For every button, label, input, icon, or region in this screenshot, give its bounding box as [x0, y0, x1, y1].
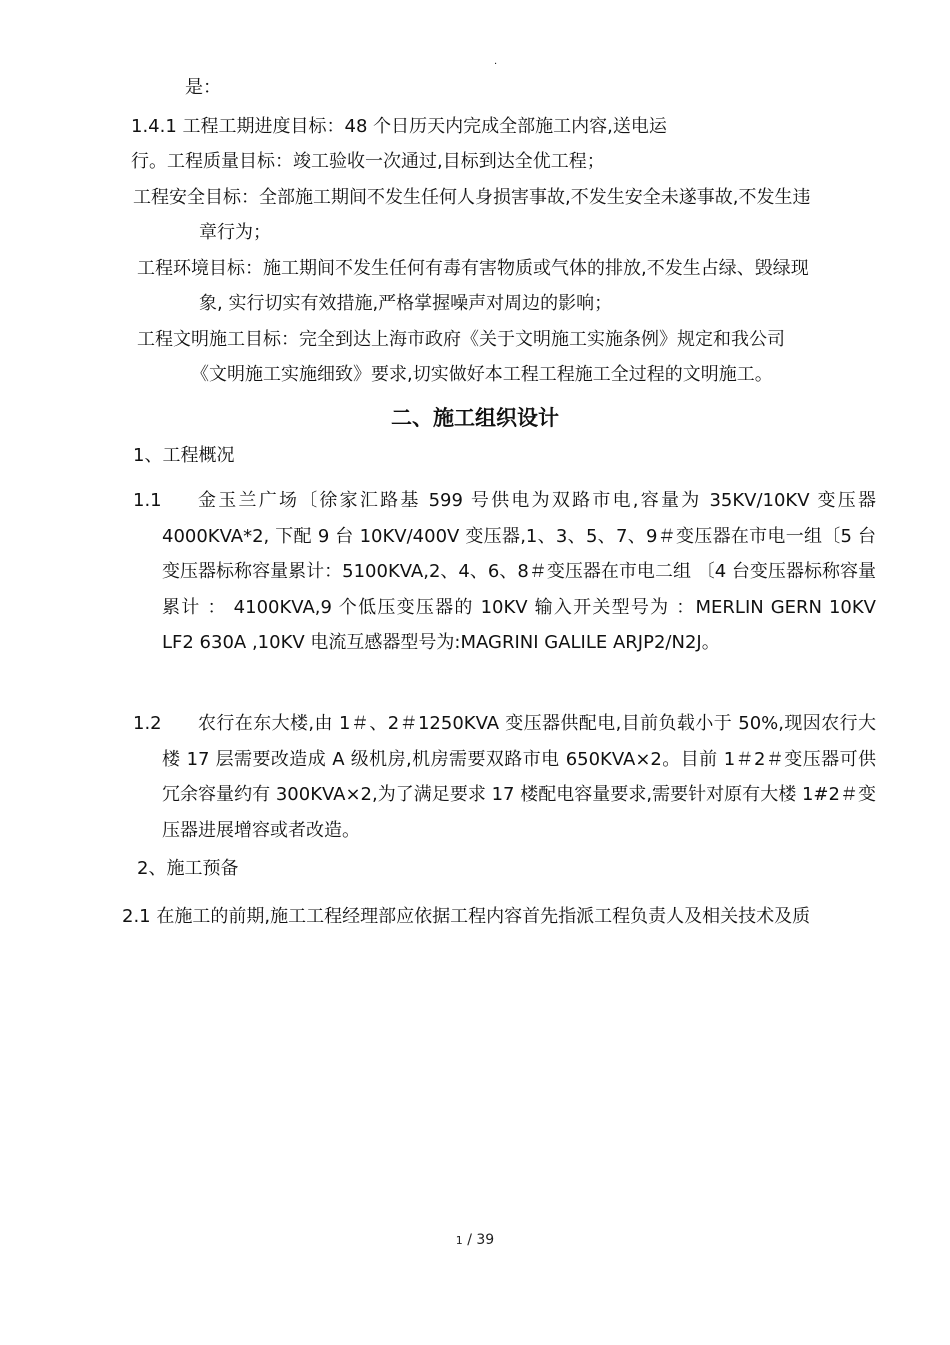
text-line: 1.4.1 工程工期进度目标：48 个日历天内完成全部施工内容,送电运 [131, 116, 667, 137]
total-pages: 39 [476, 1232, 495, 1248]
text-line: 行。工程质量目标：竣工验收一次通过,目标到达全优工程； [131, 151, 605, 172]
text-line: 工程环境目标：施工期间不发生任何有毒有害物质或气体的排放,不发生占绿、毁绿现 [137, 258, 809, 279]
item-text: 金玉兰广场〔徐家汇路基 599 号供电为双路市电,容量为 35KV/10KV 变压器 4000KVA*2, 下配 9 台 10KV/400V 变压器,1、3、5、7、9＃变压器在市电一组〔5 台变压器标称容量累计：5100KVA,2、4、6、8＃变压器在市电二组 〔4 台变压器标称容量累计 ： 4100KVA,9 个低压变压器的 10KV 输入开关型号为 ：MERLIN GERN 10KV LF2 630A ,10KV 电流互感器型号为:MAGRINI GALILE ARJP2/N2J。 [162, 490, 876, 653]
item-paragraph [162, 483, 876, 661]
text-line: 章行为； [199, 222, 271, 243]
text-line: 象, 实行切实有效措施,严格掌握噪声对周边的影响； [199, 293, 613, 314]
section-heading: 二、施工组织设计 [391, 406, 559, 430]
subsection-title: 2、施工预备 [137, 858, 239, 879]
item-number: 1.2 [133, 713, 162, 734]
item-text: 农行在东大楼,由 1＃、2＃1250KVA 变压器供配电,目前负载小于 50%,现因农行大楼 17 层需要改造成 A 级机房,机房需要双路市电 650KVA×2。目前 1＃2＃变压器可供冗余容量约有 300KVA×2,为了满足要求 17 楼配电容量要求,需要针对原有大楼 1#2＃变压器进展增容或者改造。 [162, 713, 876, 841]
text-line: 工程安全目标：全部施工期间不发生任何人身损害事故,不发生安全未遂事故,不发生违 [133, 187, 811, 208]
header-dot: . [494, 56, 498, 67]
text-line: 是： [185, 77, 221, 98]
page-footer [0, 1230, 950, 1251]
item-paragraph [162, 706, 876, 848]
subsection-title: 1、工程概况 [133, 445, 235, 466]
text-line: 《文明施工实施细致》要求,切实做好本工程工程施工全过程的文明施工。 [191, 364, 773, 385]
text-line: 工程文明施工目标：完全到达上海市政府《关于文明施工实施条例》规定和我公司 [137, 329, 785, 350]
text-line: 2.1 在施工的前期,施工工程经理部应依据工程内容首先指派工程负责人及相关技术及质 [122, 906, 811, 927]
page-number: 1 [455, 1234, 463, 1247]
item-number: 1.1 [133, 490, 162, 511]
page-separator: / [467, 1232, 472, 1248]
